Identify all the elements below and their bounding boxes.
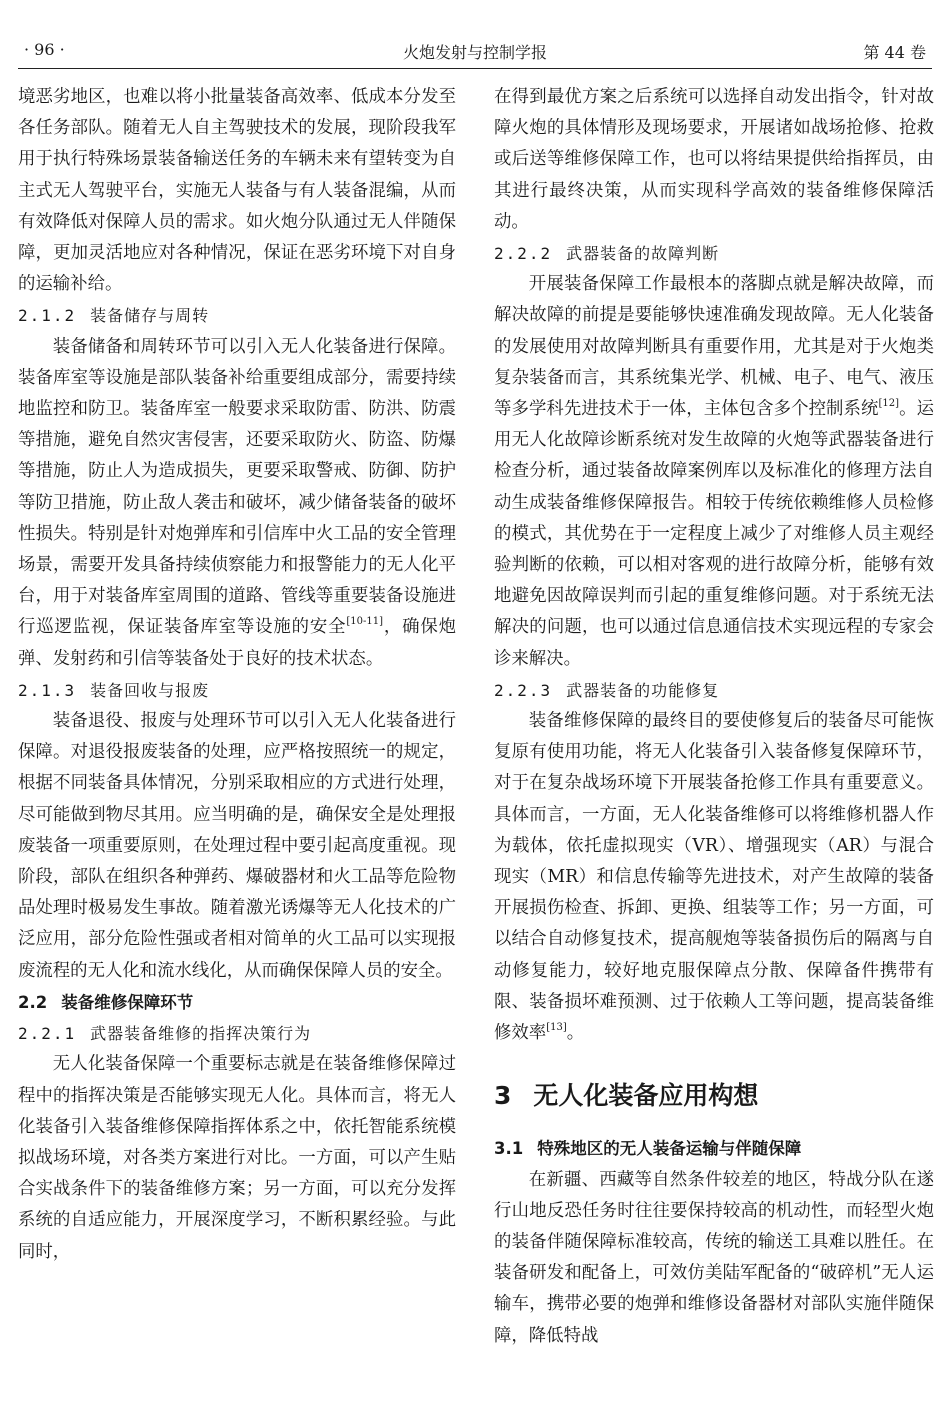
paragraph-2-2-1: 无人化装备保障一个重要标志就是在装备维修保障过程中的指挥决策是否能够实现无人化。具体而言，将无人化装备引入装备维修保障指挥体系之中，依托智能系统模拟战场环境，对各类方案进行对比。一方面，可以产生贴合实战条件下的装备维修方案；另一方面，可以充分发挥系统的自适应能力，开展深度学习，不断积累经验。与此同时， [18,1054,456,1262]
page-header [18,36,932,69]
section-title: 武器装备的功能修复 [566,680,720,700]
paragraph-2-2-2 [494,269,934,675]
paragraph-2-1-3: 装备退役、报废与处理环节可以引入无人化装备进行保障。对退役报废装备的处理，应严格按照统一的规定，根据不同装备具体情况，分别采取相应的方式进行处理，尽可能做到物尽其用。应当明确的是，确保安全是处理报废装备一项重要原则，在处理过程中要引起高度重视。现阶段，部队在组织各种弹药、爆破器材和火工品等危险物品处理时极易发生事故。随着激光诱爆等无人化技术的广泛应用，部分危险性强或者相对简单的火工品可以实现报废流程的无人化和流水线化，从而确保保障人员的安全。 [18,711,456,981]
section-heading-2-2 [18,987,456,1018]
section-title: 武器装备维修的指挥决策行为 [90,1024,312,1044]
paragraph-2-2-3 [494,706,934,1049]
chapter-heading-3 [494,1079,934,1113]
paragraph-2-1-2 [18,332,456,675]
citation: [12] [878,398,900,410]
page-number: · 96 · [24,40,65,59]
paragraph-continued: 在得到最优方案之后系统可以选择自动发出指令，针对故障火炮的具体情形及现场要求，开展诸如战场抢修、抢救或后送等维修保障工作，也可以将结果提供给指挥员，由其进行最终决策，从而实现科学高效的装备维修保障活动。 [494,87,934,232]
section-number: 3.1 [494,1139,524,1159]
section-heading-3-1 [494,1133,934,1164]
section-heading-2-2-1 [18,1018,456,1049]
paragraph-text: 。运用无人化故障诊断系统对发生故障的火炮等武器装备进行检查分析，通过装备故障案例库以及标准化的修理方法自动生成装备维修保障报告。相较于传统依赖维修人员检修的模式，其优势在于一定程度上减少了对维修人员主观经验判断的依赖，可以相对客观的进行故障分析，能够有效地避免因故障误判而引起的重复维修问题。对于系统无法解决的问题，也可以通过信息通信技术实现远程的专家会诊来解决。 [494,399,934,669]
right-column [494,82,934,1352]
paragraph-text: 装备储备和周转环节可以引入无人化装备进行保障。装备库室等设施是部队装备补给重要组成部分，需要持续地监控和防卫。装备库室一般要求采取防雷、防洪、防震等措施，避免自然灾害侵害，还要采取防火、防盗、防爆等措施，防止人为造成损失，更要采取警戒、防御、防护等防卫措施，防止敌人袭击和破坏，减少储备装备的破坏性损失。特别是针对炮弹库和引信库中火工品的安全管理场景，需要开发具备持续侦察能力和报警能力的无人化平台，用于对装备库室周围的道路、管线等重要装备设施进行巡逻监视，保证装备库室等设施的安全 [18,336,456,638]
paragraph-text: 装备维修保障的最终目的要使修复后的装备尽可能恢复原有使用功能，将无人化装备引入装备修复保障环节，对于在复杂战场环境下开展装备抢修工作具有重要意义。具体而言，一方面，无人化装备维修可以将维修机器人作为载体，依托虚拟现实（VR）、增强现实（AR）与混合现实（MR）和信息传输等先进技术，对产生故障的装备开展损伤检查、拆卸、更换、组装等工作；另一方面，可以结合自动修复技术，提高舰炮等装备损伤后的隔离与自动修复能力，较好地克服保障点分散、保障备件携带有限、装备损坏难预测、过于依赖人工等问题，提高装备维修效率 [494,711,934,1044]
section-title: 无人化装备应用构想 [533,1081,759,1111]
paragraph-text: 开展装备保障工作最根本的落脚点就是解决故障，而解决故障的前提是要能够快速准确发现故障。无人化装备的发展使用对故障判断具有重要作用，尤其是对于火炮类复杂装备而言，其系统集光学、机械、电子、电气、液压等多学科先进技术于一体，主体包含多个控制系统 [494,274,934,420]
section-heading-2-2-2 [494,238,934,269]
paragraph-text: ，确保炮弹、发射药和引信等装备处于良好的技术状态。 [18,617,456,669]
section-number: 2.2 [18,992,48,1012]
paragraph-text: 。 [566,1023,585,1044]
citation: [10-11] [346,616,384,628]
section-title: 装备回收与报废 [90,680,210,700]
section-title: 装备储存与周转 [90,306,210,326]
left-column [18,82,456,1268]
section-heading-2-1-2 [18,300,456,331]
section-heading-2-1-3 [18,675,456,706]
section-number: 2.1.3 [18,680,77,700]
paragraph-3-1: 在新疆、西藏等自然条件较差的地区，特战分队在遂行山地反恐任务时往往要保持较高的机动性，而轻型火炮的装备伴随保障标准较高，传统的输送工具难以胜任。在装备研发和配备上，可效仿美陆军配备的“破碎机”无人运输车，携带必要的炮弹和维修设备器材对部队实施伴随保障，降低特战 [494,1169,934,1346]
section-number: 2.2.3 [494,680,553,700]
journal-title: 火炮发射与控制学报 [402,43,547,62]
section-number: 2.1.2 [18,306,77,326]
section-number: 3 [494,1081,512,1111]
paragraph-intro: 境恶劣地区，也难以将小批量装备高效率、低成本分发至各任务部队。随着无人自主驾驶技术的发展，现阶段我军用于执行特殊场景装备输送任务的车辆未来有望转变为自主式无人驾驶平台，实施无人装备与有人装备混编，从而有效降低对保障人员的需求。如火炮分队通过无人伴随保障，更加灵活地应对各种情况，保证在恶劣环境下对自身的运输补给。 [18,87,456,295]
citation: [13] [546,1022,567,1034]
section-title: 武器装备的故障判断 [566,244,720,264]
section-number: 2.2.1 [18,1024,77,1044]
section-title: 特殊地区的无人装备运输与伴随保障 [537,1139,802,1159]
section-number: 2.2.2 [494,244,553,264]
section-heading-2-2-3 [494,675,934,706]
section-title: 装备维修保障环节 [61,992,194,1012]
volume-label: 第 44 卷 [863,43,926,62]
